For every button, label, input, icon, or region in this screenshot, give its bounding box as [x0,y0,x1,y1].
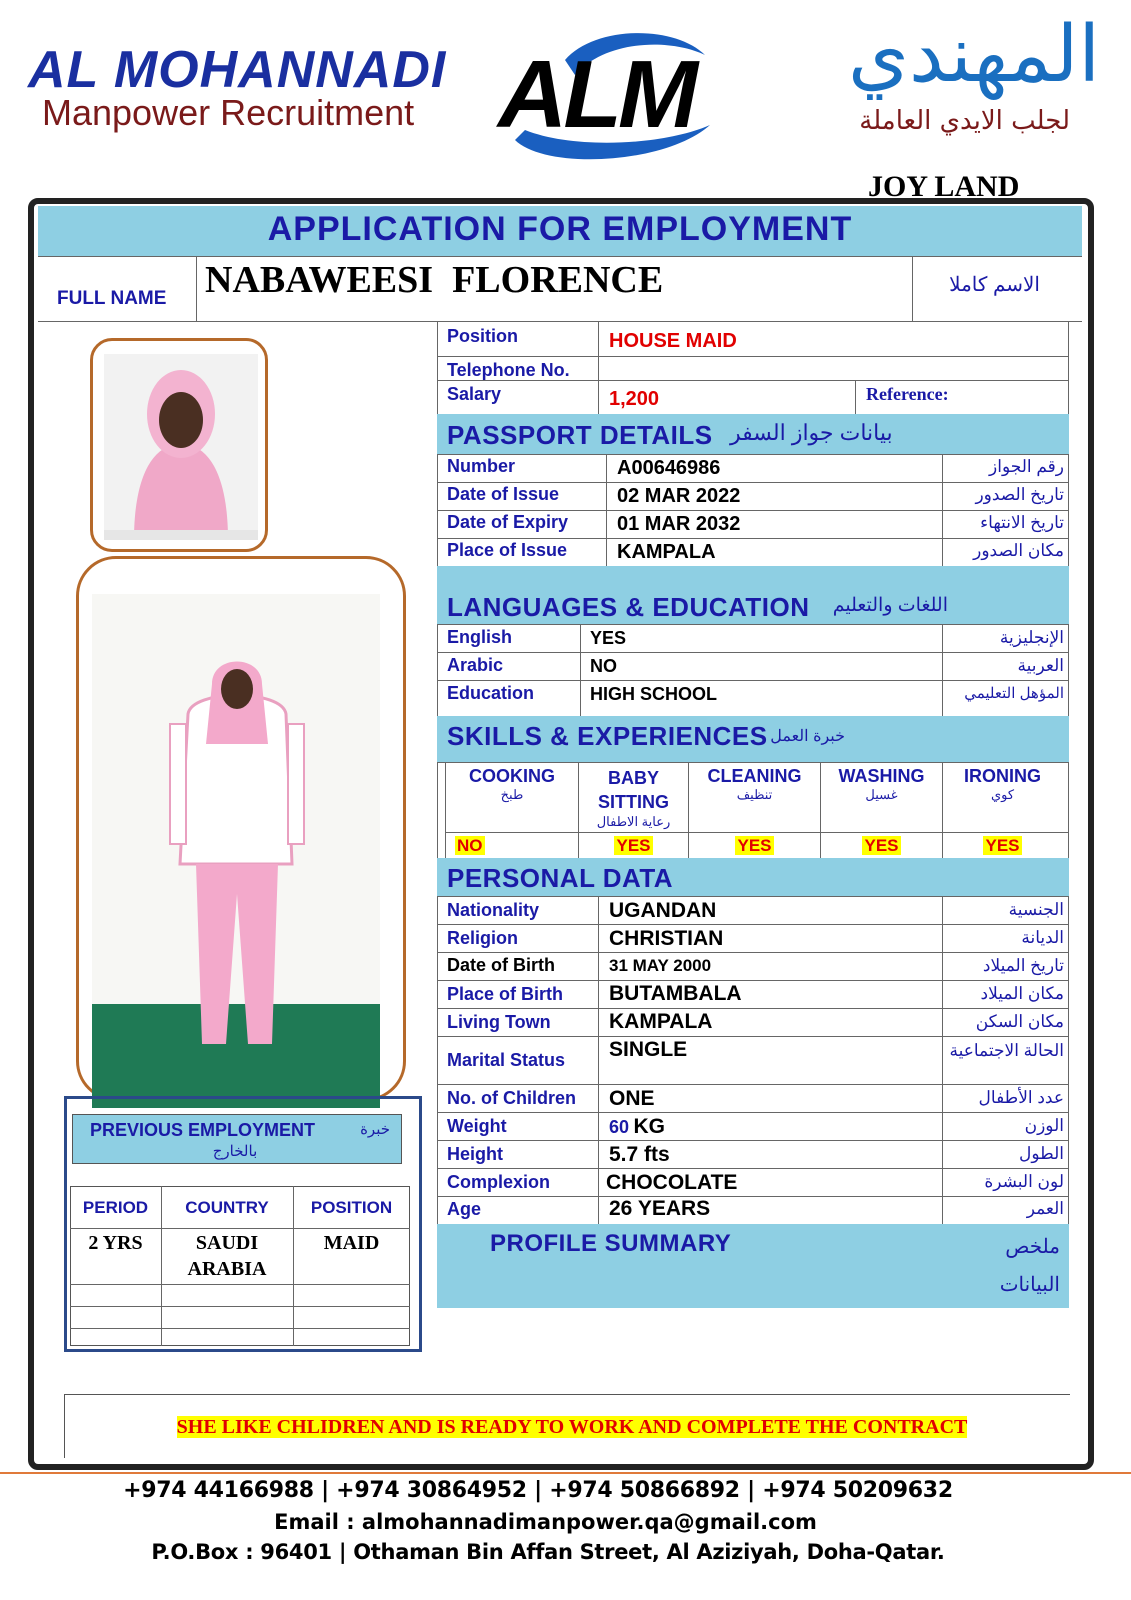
skill-name: CLEANING [707,766,802,786]
divider [437,980,1068,981]
profile-title-arabic-1: ملخص [1005,1236,1060,1258]
skill-washing [821,766,942,803]
personal-value: CHOCOLATE [606,1171,738,1194]
reference-label: Reference: [866,384,949,404]
prev-period: 2 YRS [88,1232,143,1254]
profile-title-arabic-2: البيانات [999,1274,1060,1296]
divider [445,832,1068,833]
passport-value: KAMPALA [617,541,716,563]
skill-name: WASHING [838,766,925,786]
skill-arabic: كوي [990,787,1015,802]
divider [70,1328,410,1329]
personal-value: UGANDAN [609,899,717,922]
skill-arabic: غسيل [865,787,898,802]
personal-label: Nationality [447,900,540,920]
footer-address: P.O.Box : 96401 | Othaman Bin Affan Street, Al Aziziyah, Doha-Qatar. [151,1540,945,1564]
profile-title: PROFILE SUMMARY [490,1230,732,1257]
language-arabic: الإنجليزية [999,628,1064,647]
personal-arabic: تاريخ الميلاد [982,956,1064,975]
personal-arabic: الوزن [1024,1116,1064,1135]
skill-name: IRONING [963,766,1041,786]
full-name-label: FULL NAME [57,288,167,309]
divider [437,1112,1068,1113]
divider [942,454,943,566]
divider [437,482,1068,483]
skill-name: COOKING [468,766,555,786]
passport-arabic: تاريخ الانتهاء [980,513,1064,532]
personal-label: Age [447,1199,482,1219]
position-value: HOUSE MAID [609,330,737,352]
divider [580,624,581,716]
languages-title-arabic: اللغات والتعليم [832,595,948,616]
education-value: HIGH SCHOOL [590,684,718,704]
personal-arabic: الحالة الاجتماعية [949,1041,1064,1060]
personal-value: ONE [609,1087,655,1110]
divider [598,322,599,414]
weight-value [609,1115,665,1139]
passport-arabic: مكان الصدور [973,541,1064,560]
skills-title: SKILLS & EXPERIENCES [447,721,768,751]
remark-text: SHE LIKE CHLIDREN AND IS READY TO WORK AND COMPLETE THE CONTRACT [176,1416,968,1438]
skill-cooking [446,766,578,803]
divider [437,356,1068,357]
passport-label: Date of Issue [447,484,560,504]
arabic-brand-name: المهندي [847,10,1100,100]
divider [855,380,856,414]
personal-value: 26 YEARS [609,1197,711,1220]
personal-label: Complexion [447,1172,551,1192]
col-header-period: PERIOD [82,1198,149,1217]
passport-value: A00646986 [617,457,721,479]
passport-value: 01 MAR 2032 [617,513,741,535]
right-col-right-border [1068,322,1069,1308]
personal-value: BUTAMBALA [609,982,742,1005]
skill-name: BABY SITTING [598,768,669,812]
position-label: Position [447,326,518,346]
personal-arabic: لون البشرة [984,1172,1064,1191]
divider [196,256,197,322]
personal-title: PERSONAL DATA [447,863,674,893]
personal-label: Place of Birth [447,984,564,1004]
personal-arabic: الجنسية [1008,900,1064,919]
passport-label: Place of Issue [447,540,568,560]
skill-arabic: تنظيف [736,787,773,802]
brand-line-2: Manpower Recruitment [42,92,415,133]
divider [437,624,1068,625]
skill-value-ironing: YES [985,836,1020,855]
personal-label: Marital Status [447,1050,566,1070]
skill-arabic: رعاية الاطفال [596,814,671,829]
personal-value: 31 MAY 2000 [609,956,712,975]
skill-babysitting [579,766,688,830]
full-name-arabic: الاسم كاملا [949,274,1040,296]
divider [437,1008,1068,1009]
previous-employment-title: PREVIOUS EMPLOYMENT [90,1120,316,1140]
salary-label: Salary [447,384,502,404]
footer-rule [0,1472,1131,1474]
skill-cleaning [689,766,820,803]
previous-employment-title-arabic-1: خبرة [360,1121,390,1138]
weight-number: 60 [609,1117,630,1137]
personal-label: Date of Birth [447,955,555,975]
form-title: APPLICATION FOR EMPLOYMENT [267,210,853,248]
passport-title: PASSPORT DETAILS [447,420,713,450]
skills-title-arabic: خبرة العمل [770,728,845,745]
passport-label: Number [447,456,516,476]
divider [437,896,1068,897]
previous-employment-title-arabic-2: بالخارج [212,1143,258,1160]
personal-arabic: الديانة [1021,928,1064,947]
divider [912,256,913,322]
divider [598,896,599,1224]
passport-arabic: تاريخ الصدور [975,485,1064,504]
divider [70,1228,410,1229]
full-name-value: NABAWEESI FLORENCE [205,259,664,301]
personal-value: SINGLE [609,1038,688,1061]
language-value: NO [590,656,617,676]
personal-value: 5.7 fts [609,1143,670,1166]
salary-value: 1,200 [609,388,660,410]
skill-arabic: طبخ [500,787,524,802]
personal-label: Living Town [447,1012,551,1032]
divider [437,1168,1068,1169]
portrait-photo [104,354,258,540]
prev-position: MAID [323,1232,380,1254]
passport-arabic: رقم الجواز [989,457,1064,476]
languages-title: LANGUAGES & EDUCATION [447,592,810,622]
divider [437,952,1068,953]
personal-arabic: العمر [1026,1199,1064,1218]
skill-value-washing: YES [864,836,899,855]
divider [437,510,1068,511]
education-label: Education [447,683,535,703]
divider [70,1306,410,1307]
divider [437,652,1068,653]
personal-arabic: الطول [1019,1144,1064,1163]
passport-label: Date of Expiry [447,512,569,532]
divider [942,896,943,1224]
col-header-country: COUNTRY [185,1198,269,1217]
personal-value: CHRISTIAN [609,927,724,950]
language-label: English [447,627,513,647]
divider [942,624,943,716]
passport-value: 02 MAR 2022 [617,485,741,507]
divider [70,1284,410,1285]
weight-unit: KG [633,1115,665,1138]
personal-arabic: عدد الأطفال [978,1088,1064,1107]
language-arabic: العربية [1017,656,1064,675]
divider [437,1196,1068,1197]
personal-label: No. of Children [447,1088,576,1108]
passport-title-arabic: بيانات جواز السفر [730,420,893,445]
divider [437,762,1068,763]
divider [437,454,1068,455]
brand-line-1: AL MOHANNADI [28,41,447,99]
prev-country-line2: ARABIA [187,1258,267,1280]
personal-arabic: مكان السكن [975,1012,1064,1031]
divider [437,1140,1068,1141]
language-value: YES [590,628,627,648]
divider [437,924,1068,925]
divider [437,1084,1068,1085]
skill-value-cooking: NO [457,836,483,855]
education-arabic: المؤهل التعليمي [964,685,1064,702]
col-header-position: POSITION [310,1198,393,1217]
personal-arabic: مكان الميلاد [980,984,1064,1003]
personal-value: KAMPALA [609,1010,713,1033]
language-label: Arabic [447,655,504,675]
prev-country-line1: SAUDI [195,1232,259,1254]
arabic-brand-sub: لجلب الايدي العاملة [859,106,1070,136]
skill-ironing [943,766,1062,803]
skill-value-babysitting: YES [616,836,651,855]
personal-label: Height [447,1144,503,1164]
divider [437,1036,1068,1037]
footer-phones: +974 44166988 | +974 30864952 | +974 50866892 | +974 50209632 [123,1478,953,1503]
fullbody-photo [92,594,380,1108]
divider [437,680,1068,681]
agency-name: JOY LAND [868,170,1020,203]
right-col-left-border [437,322,438,1308]
footer-email: Email : almohannadimanpower.qa@gmail.com [274,1510,817,1534]
personal-label: Weight [447,1116,507,1136]
personal-label: Religion [447,928,518,948]
telephone-label: Telephone No. [447,360,570,380]
alm-logo-text: ALM [498,41,694,148]
divider [606,454,607,566]
skill-value-cleaning: YES [737,836,772,855]
divider [437,538,1068,539]
